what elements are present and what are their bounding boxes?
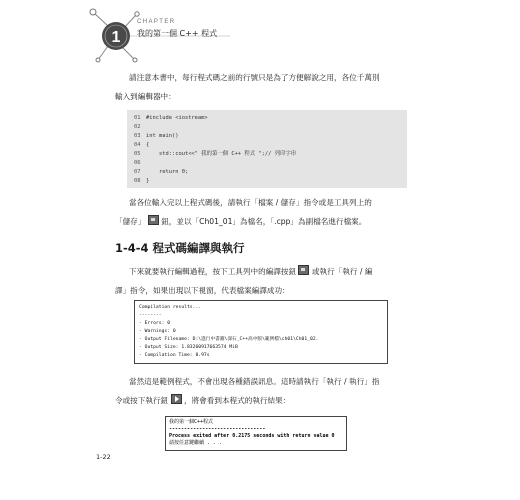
save-icon xyxy=(148,215,159,225)
page-number: 1-22 xyxy=(96,453,111,461)
run-paragraph xyxy=(115,372,415,410)
compile-output-line: -------- xyxy=(139,313,162,318)
compile-output-line: - Output Size: 1.83260917663574 MiB xyxy=(139,345,238,350)
run-line-1: 當然這是範例程式，不會出現各種錯誤訊息。這時請執行「執行 / 執行」指 xyxy=(129,377,380,386)
chapter-number: 1 xyxy=(111,29,121,46)
line-number: 03 xyxy=(134,133,141,139)
compile-paragraph xyxy=(115,262,415,300)
compile-output-line: - Errors: 0 xyxy=(139,321,171,326)
code-listing xyxy=(127,110,407,188)
console-output-line: 我的第一個C++程式 xyxy=(169,419,214,425)
run-line-2 xyxy=(115,391,415,410)
compile-text-a: 下來就要執行編輯過程，按下工具列中的編譯按鈕 xyxy=(129,267,297,276)
run-text-a: 令或按下執行鈕 xyxy=(115,396,169,405)
intro-line-1: 請注意本書中，每行程式碼之前的行號只是為了方便解說之用，各位千萬別 xyxy=(129,73,380,82)
code-text: std::cout<<" 我的第一個 C++ 程式 ";// 列印字串 xyxy=(146,151,297,157)
code-text: { xyxy=(146,142,150,148)
line-number: 04 xyxy=(134,142,141,148)
compile-line-1 xyxy=(115,262,415,281)
run-icon xyxy=(171,394,182,404)
code-text: return 0; xyxy=(146,169,189,175)
chapter-label: CHAPTER xyxy=(137,19,176,25)
intro-line-2: 輸入到編輯器中： xyxy=(115,92,176,101)
line-number: 01 xyxy=(134,115,141,121)
code-text: } xyxy=(146,178,150,184)
save-line-1: 當各位輸入完以上程式碼後，請執行「檔案 / 儲存」指令或是工具列上的 xyxy=(129,198,372,207)
section-title: 1-4-4 程式碼編譯與執行 xyxy=(115,241,245,255)
compile-text-b: 或執行「執行 / 編 xyxy=(311,267,373,276)
compile-line-2: 譯」指令，如果出現以下視窗，代表檔案編譯成功： xyxy=(115,286,290,295)
line-number: 08 xyxy=(134,178,141,184)
line-number: 07 xyxy=(134,169,141,175)
save-instruction: 鈕，並以「Ch01_01」為檔名，「.cpp」為副檔名進行檔案。 xyxy=(161,217,367,226)
intro-paragraph xyxy=(115,68,415,106)
console-output-line: -------------------------------- xyxy=(169,426,266,432)
line-number: 05 xyxy=(134,151,141,157)
compile-output-line: Compilation results... xyxy=(139,305,202,310)
line-number: 02 xyxy=(134,124,141,130)
save-paragraph xyxy=(115,193,415,231)
chapter-title: 我的第一個 C++ 程式 xyxy=(137,29,218,38)
console-output-window xyxy=(165,416,347,451)
run-text-b: ，將會看到本程式的執行結果： xyxy=(184,396,291,405)
console-output-line: Process exited after 0.2175 seconds with return value 0 xyxy=(169,433,335,439)
compile-output-line: - Output Filename: D:\進行中書籍\深石_C++高中版\範例檔\ch01\Ch01_02. xyxy=(139,337,319,342)
compile-output-line: - Compilation Time: 0.97s xyxy=(139,353,210,358)
compile-output-line: - Warnings: 0 xyxy=(139,329,176,334)
code-text: int main() xyxy=(146,133,179,139)
line-number: 06 xyxy=(134,160,141,166)
save-label: 「儲存」 xyxy=(115,217,146,226)
save-line-2 xyxy=(115,212,415,231)
console-output-line: 請按任意鍵繼續 . . . xyxy=(169,440,223,446)
code-text: #include <iostream> xyxy=(146,115,208,121)
chapter-header xyxy=(0,0,520,70)
compile-icon xyxy=(298,265,309,275)
compile-results-window xyxy=(134,300,388,364)
